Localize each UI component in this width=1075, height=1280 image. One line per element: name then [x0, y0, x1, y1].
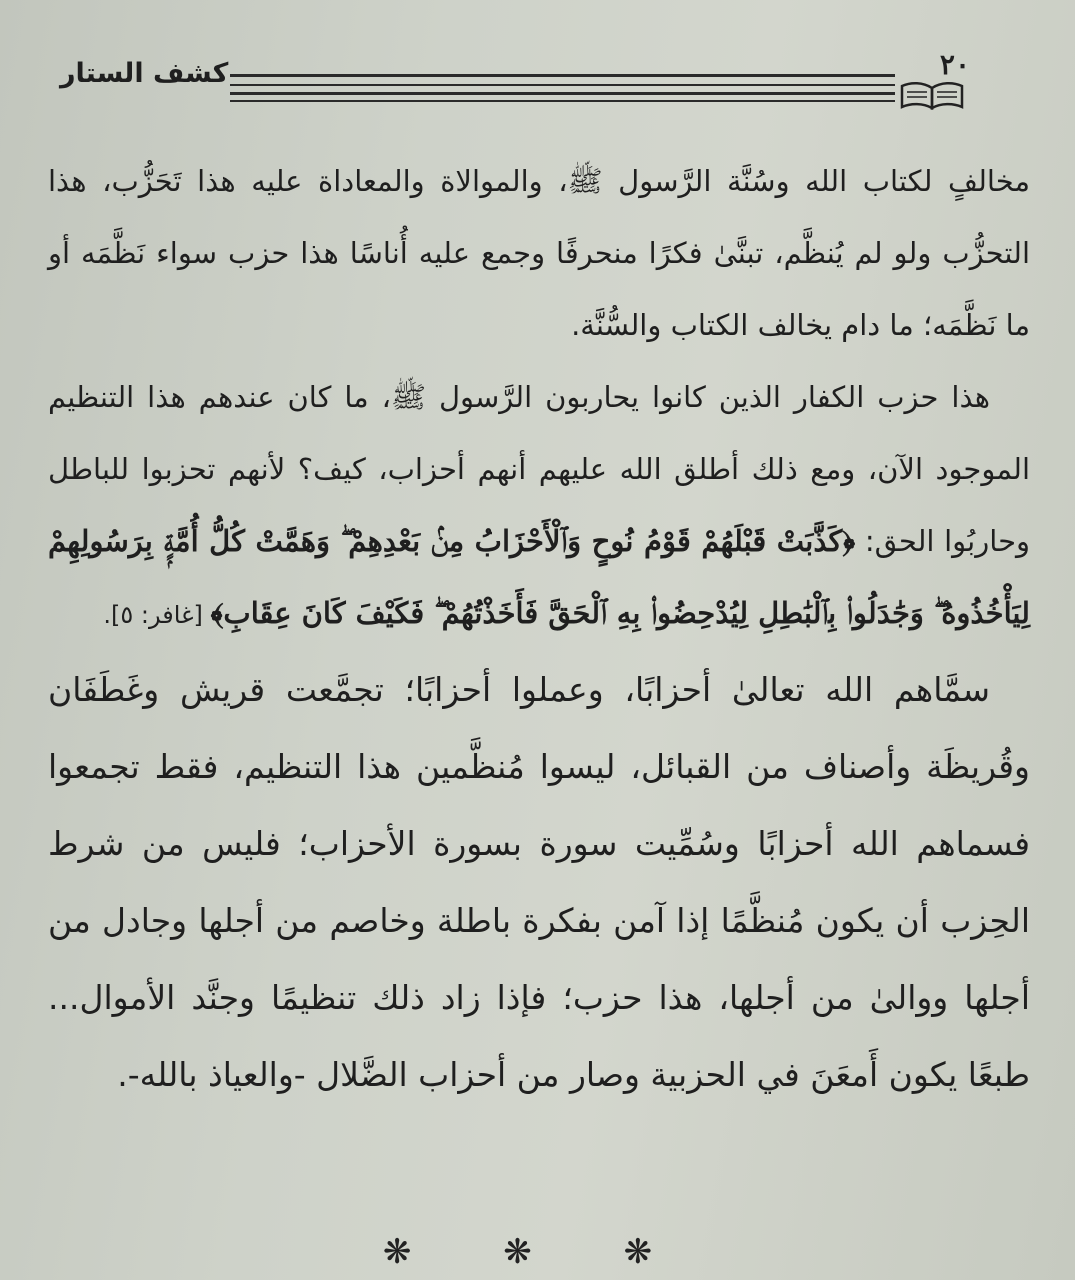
page-number: ٢٠ [939, 48, 970, 81]
paragraph-2-text: هذا حزب الكفار الذين كانوا يحاربون الرَّسول ﷺ، ما كان عندهم هذا التنظيم الموجود الآن، ومع ذلك أطلق الله عليهم أنهم أحزاب، كيف؟ لأنهم تحزبوا للباطل وحاربُوا الحق: [48, 380, 1031, 558]
header-rule [230, 100, 895, 102]
page-body [48, 145, 1030, 1113]
running-title: كشف الستار [60, 58, 229, 89]
paragraph-3: سمَّاهم الله تعالىٰ أحزابًا، وعملوا أحزابًا؛ تجمَّعت قريش وغَطَفَان وقُريظَة وأصناف من القبائل، ليسوا مُنظَّمين هذا التنظيم، فقط تجمعوا فسماهم الله أحزابًا وسُمِّيت سورة بسورة الأحزاب؛ فليس من شرط الحِزب أن يكون مُنظَّمًا إذا آمن بفكرة باطلة وخاصم من أجلها وجادل من أجلها ووالىٰ من أجلها، هذا حزب؛ فإذا زاد ذلك تنظيمًا وجنَّد الأموال... طبعًا يكون أَمعَنَ في الحزبية وصار من أحزاب الضَّلال -والعياذ بالله-. [48, 670, 1030, 1094]
header-rule [230, 92, 895, 95]
paragraph-2 [48, 361, 1030, 651]
paragraph-1: مخالفٍ لكتاب الله وسُنَّة الرَّسول ﷺ، والموالاة والمعاداة عليه هذا تَحَزُّب، هذا التحزُّب ولو لم يُنظَّم، تبنَّىٰ فكرًا منحرفًا وجمع عليه أُناسًا هذا حزب سواء نَظَّمَه أو ما نَظَّمَه؛ ما دام يخالف الكتاب والسُّنَّة. [48, 164, 1030, 342]
open-book-icon [899, 80, 965, 110]
section-separator: ❋ ❋ ❋ [382, 1232, 693, 1272]
page-header [60, 42, 990, 112]
quran-verse: ﴿كَذَّبَتْ قَبْلَهُمْ قَوْمُ نُوحٍ وَٱلْأَحْزَابُ مِنۢ بَعْدِهِمْ ۖ وَهَمَّتْ كُلُّ أُمَّةٍۭ بِرَسُولِهِمْ لِيَأْخُذُوهُ ۖ وَجَٰدَلُوا۟ بِٱلْبَٰطِلِ لِيُدْحِضُوا۟ بِهِ ٱلْحَقَّ فَأَخَذْتُهُمْ ۖ فَكَيْفَ كَانَ عِقَابِ﴾ [48, 524, 1030, 630]
header-rule [230, 84, 895, 86]
verse-citation: [غافر: ٥]. [103, 601, 211, 629]
header-rule [230, 74, 895, 77]
